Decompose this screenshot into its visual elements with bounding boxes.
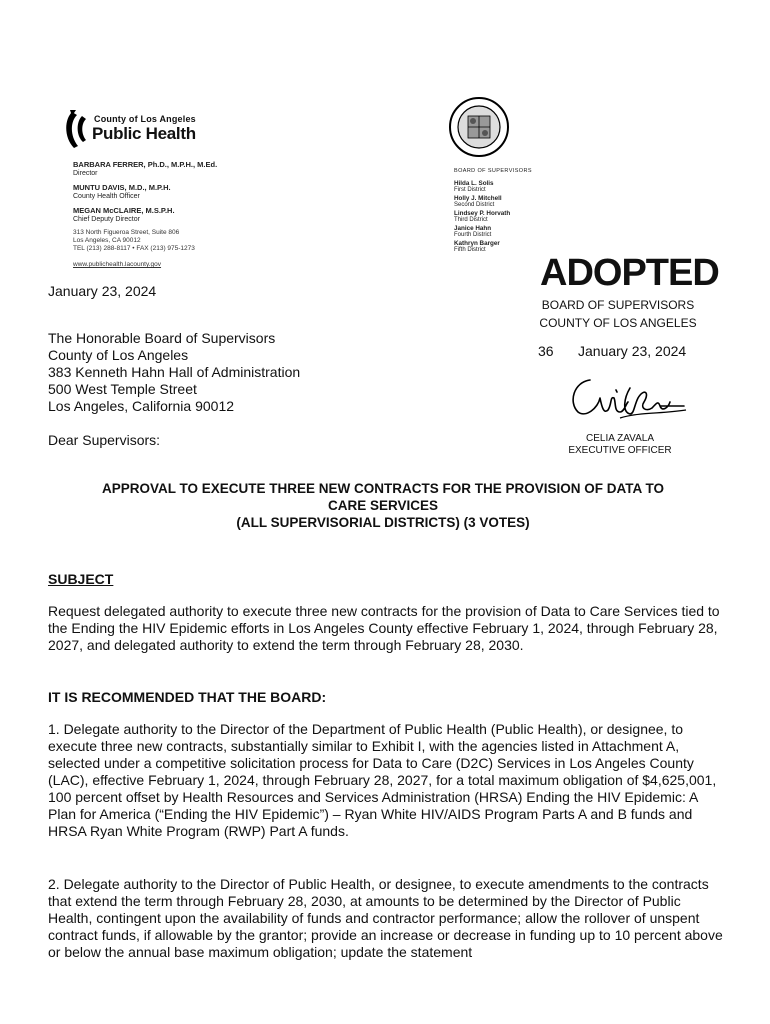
staff-title: Chief Deputy Director (73, 216, 140, 223)
recommendation-2: 2. Delegate authority to the Director of Public Health, or designee, to execute amendments to the contracts that extend the term through February 28, 2030, at amounts to be determined by the Director of Public Health, contingent upon the availability of funds and contractor performance; allow the rollover of unspent contract funds, if allowable by the grantor; provide an increase or decrease in funding up to 10 percent above or below the annual base maximum obligation; update the statement (48, 876, 723, 960)
supervisor-entry (454, 195, 502, 209)
supervisor-district: Second District (454, 202, 495, 208)
supervisor-name: Lindsey P. Horvath (454, 210, 511, 217)
staff-name: BARBARA FERRER, Ph.D., M.P.H., M.Ed. (73, 160, 218, 169)
subject-paragraph: Request delegated authority to execute three new contracts for the provision of Data to Care Services tied to the Ending the HIV Epidemic efforts in Los Angeles County effective February 1, 2024, through February 28, 2027, and delegated authority to extend the term through February 28, 2030. (48, 603, 720, 653)
title-line: CARE SERVICES (327, 498, 439, 513)
supervisor-district: Fourth District (454, 232, 492, 238)
supervisor-entry (454, 240, 500, 254)
staff-name: MUNTU DAVIS, M.D., M.P.H. (73, 183, 171, 192)
staff-director (73, 161, 217, 178)
agency-address (73, 229, 195, 253)
title-line: APPROVAL TO EXECUTE THREE NEW CONTRACTS FOR THE PROVISION OF DATA TO (101, 481, 665, 496)
supervisor-name: Hilda L. Solis (454, 180, 494, 187)
staff-name: MEGAN McCLAIRE, M.S.P.H. (73, 206, 175, 215)
supervisor-district: Third District (454, 217, 488, 223)
addressee-line: 383 Kenneth Hahn Hall of Administration (48, 364, 301, 380)
board-heading: BOARD OF SUPERVISORS (454, 168, 532, 174)
supervisor-district: Fifth District (454, 247, 486, 253)
stamp-signer-title: EXECUTIVE OFFICER (568, 445, 672, 456)
stamp-item-number: 36 (538, 343, 554, 359)
title-line: (ALL SUPERVISORIAL DISTRICTS) (3 VOTES) (236, 515, 530, 530)
adopted-stamp: ADOPTED (540, 252, 719, 294)
agency-website-link[interactable]: www.publichealth.lacounty.gov (73, 261, 162, 268)
supervisor-name: Janice Hahn (454, 225, 492, 232)
supervisor-entry (454, 180, 494, 194)
supervisor-entry (454, 210, 510, 224)
stamp-board-line: BOARD OF SUPERVISORS (541, 298, 695, 312)
stamp-date: January 23, 2024 (578, 343, 687, 359)
staff-health-officer (73, 184, 171, 201)
recommendation-heading: IT IS RECOMMENDED THAT THE BOARD: (48, 689, 327, 705)
recommendation-1: 1. Delegate authority to the Director of the Department of Public Health (Public Health), or designee, to execute three new contracts, substantially similar to Exhibit I, with the agencies listed in Attachment A, selected under a competitive solicitation process for Data to Care (D2C) Services in Los Angeles County (LAC), effective February 1, 2024, through February 28, 2027, for a total maximum obligation of $4,625,001, 100 percent offset by Health Resources and Services Administration (HRSA) Ending the HIV Epidemic: A Plan for America (“Ending the HIV Epidemic”) – Ryan White HIV/AIDS Program Parts A and B funds and HRSA Ryan White Program (RWP) Part A funds. (48, 721, 717, 839)
addressee-line: 500 West Temple Street (48, 381, 197, 397)
supervisor-name: Kathryn Barger (454, 240, 500, 247)
letter-title (48, 480, 718, 531)
staff-chief-deputy (73, 207, 175, 224)
logo-agency-text: Public Health (92, 124, 196, 143)
address-line: TEL (213) 288-8117 • FAX (213) 975-1273 (73, 245, 195, 252)
stamp-county-line: COUNTY OF LOS ANGELES (539, 316, 697, 330)
supervisor-name: Holly J. Mitchell (454, 195, 502, 202)
addressee-line: Los Angeles, California 90012 (48, 398, 235, 414)
address-line: Los Angeles, CA 90012 (73, 237, 141, 244)
staff-title: County Health Officer (73, 193, 140, 200)
address-line: 313 North Figueroa Street, Suite 806 (73, 229, 180, 236)
addressee-line: County of Los Angeles (48, 347, 189, 363)
addressee-block (48, 330, 300, 415)
staff-title: Director (73, 170, 98, 177)
county-seal-icon (448, 96, 510, 158)
signature-image (560, 368, 690, 428)
logo-county-text: County of Los Angeles (94, 114, 196, 124)
stamp-signer-name: CELIA ZAVALA (586, 433, 654, 444)
supervisor-entry (454, 225, 491, 239)
salutation: Dear Supervisors: (48, 432, 161, 448)
addressee-line: The Honorable Board of Supervisors (48, 330, 276, 346)
subject-heading: SUBJECT (48, 571, 114, 587)
supervisor-district: First District (454, 187, 486, 193)
letter-date: January 23, 2024 (48, 283, 157, 299)
